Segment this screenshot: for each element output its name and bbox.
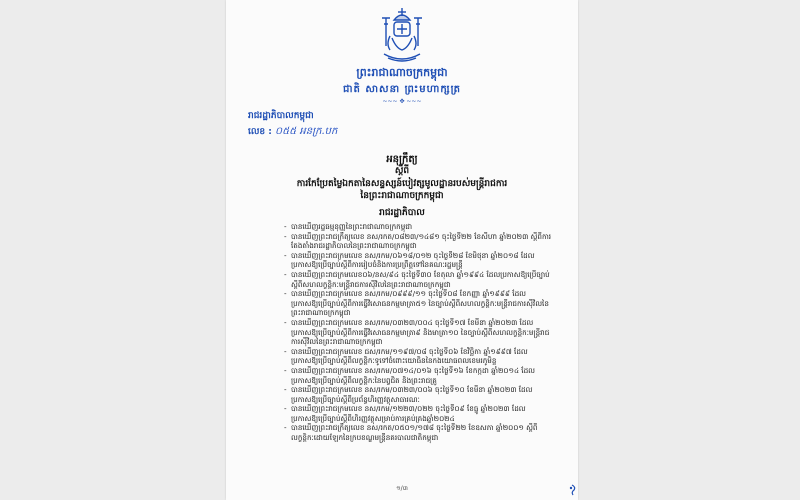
kingdom-title: ព្រះរាជាណាចក្រកម្ពុជា bbox=[356, 66, 448, 79]
document-number bbox=[248, 124, 337, 139]
legal-basis-item: - បានឃើញព្រះរាជក្រមលេខ នស/រកម/១២២៣/០២២ ចុះថ្ងៃទី០៩ ខែធ្នូ ឆ្នាំ២០២៣ ដែលប្រកាសឱ្យប្រើច្បាប់ស្តីពីហិរញ្ញវត្ថុសម្រាប់ការគ្រប់គ្រងឆ្នាំ២០២៤ bbox=[284, 404, 552, 423]
document-number-value: ០៥៥ អនក្រ.បក bbox=[275, 126, 338, 137]
legal-basis-item: - បានឃើញព្រះរាជក្រមលេខ នស/រកម/០៦១៨/០១២ ចុះថ្ងៃទី២៨ ខែមិថុនា ឆ្នាំ២០១៨ ដែលប្រកាសឱ្យប្រើច្បាប់ស្តីពីការរៀបចំនិងការប្រព្រឹត្តទៅនៃគណៈរដ្ឋមន្ត្រី bbox=[284, 251, 552, 270]
document-type: អនុក្រឹត្យ bbox=[386, 154, 418, 165]
legal-basis-item: - បានឃើញព្រះរាជក្រមលេខ នស/រកម/០៣២៣/០០៤ ចុះថ្ងៃទី១៧ ខែមីនា ឆ្នាំ២០២៣ ដែលប្រកាសឱ្យប្រើច្បាប់ស្តីពីការធ្វើវិសោធនកម្មមាត្រា៩ និងមាត្រា១០ នៃច្បាប់ស្តីពីសហលក្ខន្តិកៈមន្ត្រីរាជការស៊ីវិលនៃព្រះរាជាណាចក្រកម្ពុជា bbox=[284, 318, 552, 347]
issuer-heading: រាជរដ្ឋាភិបាល bbox=[379, 208, 425, 218]
legal-basis-item: - បានឃើញព្រះរាជក្រឹត្យលេខ នស/រកត/០៥០១/១៧៨ ចុះថ្ងៃទី២២ ខែឧសភា ឆ្នាំ២០០១ ស្តីពីលក្ខន្តិកៈដោយឡែកនៃក្របខណ្ឌមន្ត្រីនគរបាលជាតិកម្ពុជា bbox=[284, 423, 552, 442]
legal-basis-item: - បានឃើញព្រះរាជក្រមលេខ នស/រកម/០៣២៣/០០៦ ចុះថ្ងៃទី១០ ខែមីនា ឆ្នាំ២០២៣ ដែលប្រកាសឱ្យប្រើច្បាប់ស្តីពីប្រព័ន្ធហិរញ្ញវត្ថុសាធារណៈ bbox=[284, 385, 552, 404]
legal-basis-item: - បានឃើញព្រះរាជក្រមលេខ នស/រកម/០៧១៤/០១៦ ចុះថ្ងៃទី១៦ ខែកក្កដា ឆ្នាំ២០១៤ ដែលប្រកាសឱ្យប្រើច្បាប់ស្តីពីលក្ខន្តិកៈនៃបព្វជិត និងព្រះរាជគ្រូ bbox=[284, 366, 552, 385]
royal-emblem-icon bbox=[376, 6, 428, 64]
document-about: ស្តីពី bbox=[394, 166, 410, 176]
document-subject-line1: ការកែប្រែតម្លៃឯកតានៃសន្ទស្សន៍បៀវត្សមូលដ្ឋានរបស់មន្ត្រីរាជការ bbox=[296, 179, 508, 189]
legal-basis-item: - បានឃើញរដ្ឋធម្មនុញ្ញនៃព្រះរាជាណាចក្រកម្ពុជា bbox=[284, 222, 552, 232]
page-number: ១/៣ bbox=[396, 485, 408, 492]
document-page bbox=[226, 0, 578, 500]
legal-basis-item: - បានឃើញព្រះរាជក្រមលេខ នស/រកម/០៩៩៩/១១ ចុះថ្ងៃទី០៨ ខែកញ្ញា ឆ្នាំ១៩៩៩ ដែលប្រកាសឱ្យប្រើច្បាប់ស្តីពីការធ្វើវិសោធនកម្មមាត្រា៥១ នៃច្បាប់ស្តីពីសហលក្ខន្តិកៈមន្ត្រីរាជការស៊ីវិលនៃព្រះរាជាណាចក្រកម្ពុជា bbox=[284, 289, 552, 318]
ornament-divider: ~~~ ✥ ~~~ bbox=[382, 98, 422, 105]
legal-basis-item: - បានឃើញព្រះរាជក្រមលេខ ជស/រកម/១១៩៧/០៨ ចុះថ្ងៃទី០៦ ខែវិច្ឆិកា ឆ្នាំ១៩៩៧ ដែលប្រកាសឱ្យប្រើច្បាប់ស្តីពីលក្ខន្តិកៈទូទៅចំពោះយោធិននៃកងយោធពលខេមរភូមិន្ទ bbox=[284, 347, 552, 366]
legal-basis-item: - បានឃើញព្រះរាជក្រមលេខ០៦/នស/៩៤ ចុះថ្ងៃទី៣០ ខែតុលា ឆ្នាំ១៩៩៤ ដែលប្រកាសឱ្យប្រើច្បាប់ស្តីពីសហលក្ខន្តិកៈមន្ត្រីរាជការស៊ីវិលនៃព្រះរាជាណាចក្រកម្ពុជា bbox=[284, 270, 552, 289]
national-motto: ជាតិ សាសនា ព្រះមហាក្សត្រ bbox=[343, 84, 461, 95]
document-subject-line2: នៃព្រះរាជាណាចក្រកម្ពុជា bbox=[360, 191, 444, 201]
legal-basis-list bbox=[284, 222, 552, 443]
issuer-name: រាជរដ្ឋាភិបាលកម្ពុជា bbox=[248, 111, 314, 121]
document-number-label: លេខ : bbox=[248, 127, 272, 137]
legal-basis-item: - បានឃើញព្រះរាជក្រឹត្យលេខ នស/រកត/០៨២៣/១៤៨១ ចុះថ្ងៃទី២២ ខែសីហា ឆ្នាំ២០២៣ ស្តីពីការតែងតាំងរាជរដ្ឋាភិបាលនៃព្រះរាជាណាចក្រកម្ពុជា bbox=[284, 232, 552, 251]
stamp-mark-icon bbox=[567, 484, 577, 496]
